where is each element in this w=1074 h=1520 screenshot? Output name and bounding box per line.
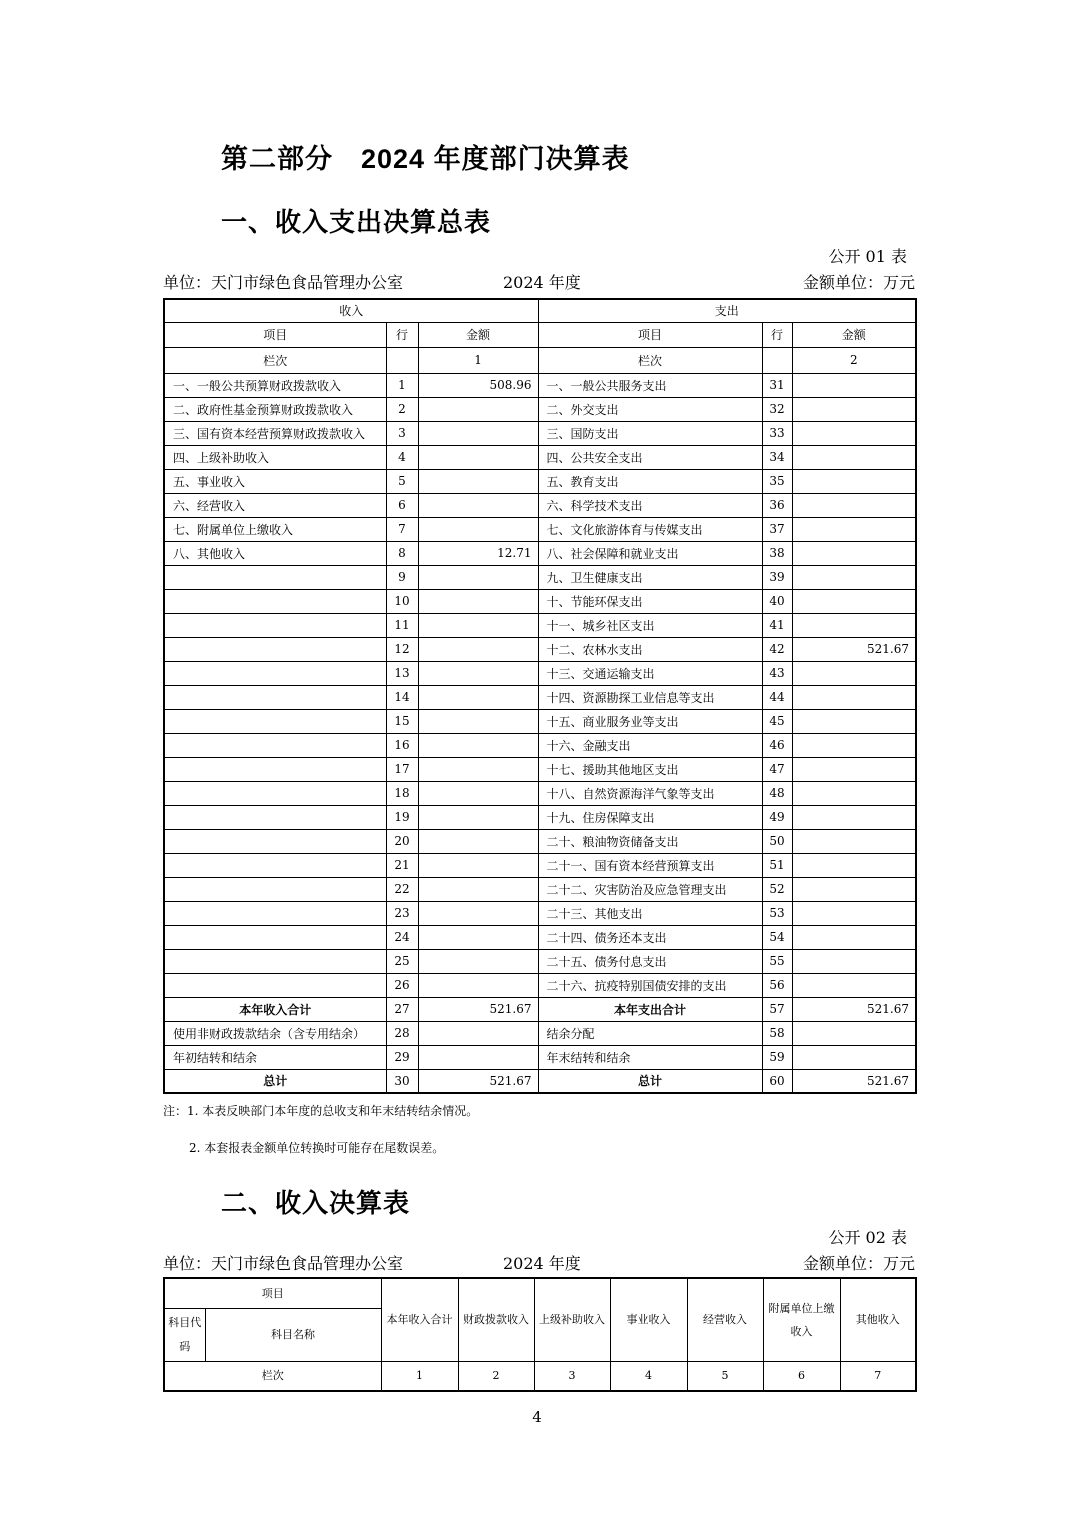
expense-item-header: 项目 [538, 322, 762, 347]
income-item-header: 项目 [164, 322, 386, 347]
summary-table-cell: 35 [762, 469, 792, 493]
summary-table-cell [164, 637, 386, 661]
summary-table-cell [418, 613, 538, 637]
summary-table-row [164, 973, 916, 997]
summary-table-body [164, 373, 916, 1093]
summary-table-cell: 十八、自然资源海洋气象等支出 [538, 781, 762, 805]
empty-cell [386, 347, 418, 373]
page-number: 4 [532, 1408, 542, 1426]
superior-subsidy-header: 上级补助收入 [534, 1278, 610, 1361]
expense-section-header: 支出 [538, 299, 916, 322]
expense-column-number: 2 [792, 347, 916, 373]
summary-table-cell: 59 [762, 1045, 792, 1069]
summary-table-cell: 三、国防支出 [538, 421, 762, 445]
summary-table-cell: 二十三、其他支出 [538, 901, 762, 925]
summary-table-cell: 1 [386, 373, 418, 397]
summary-table-cell: 15 [386, 709, 418, 733]
section2-meta-row [163, 1253, 915, 1274]
revenue-item-header: 项目 [164, 1278, 381, 1308]
summary-table-cell: 49 [762, 805, 792, 829]
summary-table-cell [792, 421, 916, 445]
summary-table-cell: 一、一般公共预算财政拨款收入 [164, 373, 386, 397]
summary-table-cell: 二十、粮油物资储备支出 [538, 829, 762, 853]
summary-table-cell: 27 [386, 997, 418, 1021]
summary-table-cell: 12 [386, 637, 418, 661]
summary-table-cell [418, 949, 538, 973]
summary-table-cell: 二十一、国有资本经营预算支出 [538, 853, 762, 877]
summary-table-cell: 13 [386, 661, 418, 685]
summary-table-cell [418, 781, 538, 805]
summary-table-cell: 6 [386, 493, 418, 517]
summary-table-cell [792, 445, 916, 469]
section1-amount-unit: 金额单位：万元 [802, 273, 915, 292]
summary-table-cell [418, 589, 538, 613]
summary-table-cell [792, 685, 916, 709]
summary-table-cell [418, 853, 538, 877]
summary-table-cell: 521.67 [792, 1069, 916, 1093]
section2-amount-unit: 金额单位：万元 [802, 1254, 915, 1273]
summary-table-cell: 32 [762, 397, 792, 421]
summary-table-cell [418, 421, 538, 445]
notes [163, 1103, 915, 1156]
summary-table-row [164, 1021, 916, 1045]
summary-table-cell: 十三、交通运输支出 [538, 661, 762, 685]
summary-table-cell [792, 805, 916, 829]
summary-table-cell: 七、文化旅游体育与传媒支出 [538, 517, 762, 541]
summary-table-row [164, 877, 916, 901]
summary-table-cell [792, 541, 916, 565]
summary-table-cell [792, 493, 916, 517]
column-number-1: 1 [381, 1361, 458, 1391]
section2-title: 二、收入决算表 [221, 1188, 411, 1218]
summary-table-cell: 46 [762, 733, 792, 757]
summary-table-cell: 33 [762, 421, 792, 445]
summary-table-cell [418, 661, 538, 685]
expense-column-label: 栏次 [538, 347, 762, 373]
summary-table-cell: 一、一般公共服务支出 [538, 373, 762, 397]
income-section-header: 收入 [164, 299, 538, 322]
summary-table-cell [418, 397, 538, 421]
summary-table-row [164, 565, 916, 589]
summary-table-cell: 48 [762, 781, 792, 805]
summary-table-cell: 五、事业收入 [164, 469, 386, 493]
summary-table-cell: 29 [386, 1045, 418, 1069]
column-number-6: 6 [763, 1361, 840, 1391]
summary-table-row [164, 421, 916, 445]
summary-table-cell: 四、上级补助收入 [164, 445, 386, 469]
summary-table-cell [792, 925, 916, 949]
summary-table-cell: 3 [386, 421, 418, 445]
summary-table-cell: 年初结转和结余 [164, 1045, 386, 1069]
note-2: 2. 本套报表金额单位转换时可能存在尾数误差。 [189, 1141, 445, 1155]
revenue-detail-table [163, 1277, 917, 1392]
summary-table-cell: 5 [386, 469, 418, 493]
summary-table-cell: 508.96 [418, 373, 538, 397]
summary-table-cell: 五、教育支出 [538, 469, 762, 493]
summary-table-cell [792, 1045, 916, 1069]
summary-table-row [164, 541, 916, 565]
summary-table-cell [164, 733, 386, 757]
summary-table-cell [164, 853, 386, 877]
summary-table-cell: 4 [386, 445, 418, 469]
summary-table-row [164, 757, 916, 781]
summary-table-cell [164, 901, 386, 925]
summary-table-cell: 521.67 [418, 997, 538, 1021]
summary-table-cell: 34 [762, 445, 792, 469]
summary-table-cell: 41 [762, 613, 792, 637]
revenue-total-header: 本年收入合计 [381, 1278, 458, 1361]
summary-table-cell: 12.71 [418, 541, 538, 565]
summary-table-cell: 45 [762, 709, 792, 733]
summary-table-cell: 53 [762, 901, 792, 925]
summary-table-row [164, 589, 916, 613]
summary-table-row [164, 373, 916, 397]
summary-table-cell: 24 [386, 925, 418, 949]
summary-table-cell: 30 [386, 1069, 418, 1093]
summary-table-cell [792, 853, 916, 877]
summary-table-cell [792, 781, 916, 805]
summary-table-cell: 十五、商业服务业等支出 [538, 709, 762, 733]
summary-header-row-3 [164, 347, 916, 373]
summary-table-cell [164, 757, 386, 781]
summary-table-cell: 十二、农林水支出 [538, 637, 762, 661]
revenue-header-row-1 [164, 1278, 916, 1308]
summary-table-cell: 57 [762, 997, 792, 1021]
summary-table-cell: 58 [762, 1021, 792, 1045]
column-number-2: 2 [458, 1361, 534, 1391]
summary-table-cell: 8 [386, 541, 418, 565]
summary-table-cell: 19 [386, 805, 418, 829]
summary-table-cell [418, 973, 538, 997]
summary-table-cell: 年末结转和结余 [538, 1045, 762, 1069]
summary-table-cell: 55 [762, 949, 792, 973]
summary-table-cell: 六、经营收入 [164, 493, 386, 517]
summary-table-cell [792, 949, 916, 973]
summary-table-cell: 50 [762, 829, 792, 853]
summary-table-cell: 二、政府性基金预算财政拨款收入 [164, 397, 386, 421]
summary-table-cell [164, 829, 386, 853]
summary-table-row [164, 805, 916, 829]
section1-table-label: 公开 01 表 [828, 247, 907, 266]
summary-table-row [164, 517, 916, 541]
summary-table-cell [792, 829, 916, 853]
summary-table-cell: 二十五、债务付息支出 [538, 949, 762, 973]
summary-table-cell [164, 709, 386, 733]
summary-table-cell: 结余分配 [538, 1021, 762, 1045]
summary-table-cell: 使用非财政拨款结余（含专用结余） [164, 1021, 386, 1045]
section1-title: 一、收入支出决算总表 [221, 207, 492, 237]
summary-table-cell: 六、科学技术支出 [538, 493, 762, 517]
summary-table-cell: 本年收入合计 [164, 997, 386, 1021]
summary-table-cell: 十六、金融支出 [538, 733, 762, 757]
summary-table-cell: 39 [762, 565, 792, 589]
subject-code-header: 科目代码 [164, 1308, 205, 1361]
affiliated-unit-header: 附属单位上缴收入 [763, 1278, 840, 1361]
summary-table-cell [418, 565, 538, 589]
summary-table-row [164, 661, 916, 685]
column-number-4: 4 [610, 1361, 687, 1391]
summary-table-row [164, 997, 916, 1021]
summary-table-cell [418, 1045, 538, 1069]
summary-table-cell [792, 877, 916, 901]
business-income-header: 事业收入 [610, 1278, 687, 1361]
section1-unit-name: 单位：天门市绿色食品管理办公室 [163, 273, 404, 292]
summary-table-cell [418, 901, 538, 925]
page-title: 第二部分 2024 年度部门决算表 [221, 144, 630, 174]
summary-table-cell: 23 [386, 901, 418, 925]
summary-table-cell [418, 445, 538, 469]
summary-table-cell: 二十四、债务还本支出 [538, 925, 762, 949]
summary-table-cell: 22 [386, 877, 418, 901]
summary-table-cell: 25 [386, 949, 418, 973]
expense-rowno-header: 行 [762, 322, 792, 347]
summary-table-cell: 52 [762, 877, 792, 901]
summary-table-cell: 21 [386, 853, 418, 877]
summary-table-row [164, 469, 916, 493]
summary-table-cell: 47 [762, 757, 792, 781]
summary-table-cell [164, 685, 386, 709]
summary-table-cell [792, 565, 916, 589]
summary-table-cell [792, 613, 916, 637]
summary-table-cell: 20 [386, 829, 418, 853]
summary-header-row-2 [164, 322, 916, 347]
page-content [163, 143, 915, 1392]
summary-table-row [164, 733, 916, 757]
summary-table-cell [792, 469, 916, 493]
summary-table-cell [164, 925, 386, 949]
summary-table-cell: 521.67 [792, 637, 916, 661]
summary-table-cell: 九、卫生健康支出 [538, 565, 762, 589]
income-rowno-header: 行 [386, 322, 418, 347]
summary-table-cell [164, 781, 386, 805]
summary-table-cell [418, 829, 538, 853]
note-1: 注：1. 本表反映部门本年度的总收支和年末结转结余情况。 [163, 1104, 479, 1118]
summary-table-row [164, 613, 916, 637]
summary-table-cell: 10 [386, 589, 418, 613]
summary-table-cell [792, 517, 916, 541]
section1-meta-row [163, 272, 915, 293]
summary-table-cell [418, 517, 538, 541]
summary-table-row [164, 493, 916, 517]
summary-table-cell [164, 565, 386, 589]
summary-table-cell: 51 [762, 853, 792, 877]
summary-table-cell: 三、国有资本经营预算财政拨款收入 [164, 421, 386, 445]
summary-table-row [164, 901, 916, 925]
summary-table-row [164, 397, 916, 421]
summary-table-cell: 16 [386, 733, 418, 757]
summary-table-cell [418, 757, 538, 781]
summary-table-row [164, 637, 916, 661]
summary-table-cell [792, 589, 916, 613]
income-column-number: 1 [418, 347, 538, 373]
summary-table-cell [418, 709, 538, 733]
summary-table-cell: 7 [386, 517, 418, 541]
summary-table-cell [792, 709, 916, 733]
income-column-label: 栏次 [164, 347, 386, 373]
summary-table-cell [418, 877, 538, 901]
summary-table-cell: 14 [386, 685, 418, 709]
summary-table-row [164, 949, 916, 973]
income-expense-summary-table [163, 298, 917, 1094]
summary-table-row [164, 829, 916, 853]
summary-table-cell: 43 [762, 661, 792, 685]
summary-table-cell [164, 973, 386, 997]
summary-table-row [164, 1069, 916, 1093]
summary-table-row [164, 781, 916, 805]
summary-table-cell: 28 [386, 1021, 418, 1045]
summary-table-cell [418, 685, 538, 709]
summary-table-cell [792, 373, 916, 397]
summary-table-row [164, 853, 916, 877]
summary-table-cell: 44 [762, 685, 792, 709]
summary-table-header [164, 299, 916, 373]
summary-table-cell [418, 805, 538, 829]
summary-table-row [164, 445, 916, 469]
summary-table-cell [164, 805, 386, 829]
summary-table-cell: 11 [386, 613, 418, 637]
summary-table-cell: 42 [762, 637, 792, 661]
summary-table-cell: 本年支出合计 [538, 997, 762, 1021]
summary-table-cell: 四、公共安全支出 [538, 445, 762, 469]
fiscal-appropriation-header: 财政拨款收入 [458, 1278, 534, 1361]
summary-table-cell: 26 [386, 973, 418, 997]
summary-table-cell: 38 [762, 541, 792, 565]
summary-table-cell: 二十二、灾害防治及应急管理支出 [538, 877, 762, 901]
summary-table-cell: 二十六、抗疫特别国债安排的支出 [538, 973, 762, 997]
summary-table-cell [792, 973, 916, 997]
summary-table-cell: 17 [386, 757, 418, 781]
summary-header-row-1 [164, 299, 916, 322]
summary-table-cell: 37 [762, 517, 792, 541]
summary-table-cell: 60 [762, 1069, 792, 1093]
summary-table-row [164, 685, 916, 709]
summary-table-cell: 40 [762, 589, 792, 613]
summary-table-cell [164, 613, 386, 637]
summary-table-cell [792, 661, 916, 685]
summary-table-row [164, 709, 916, 733]
summary-table-cell [418, 925, 538, 949]
summary-table-cell [792, 397, 916, 421]
summary-table-cell [792, 1021, 916, 1045]
summary-table-cell: 十、节能环保支出 [538, 589, 762, 613]
summary-table-cell [164, 877, 386, 901]
summary-table-row [164, 1045, 916, 1069]
summary-table-cell: 十四、资源勘探工业信息等支出 [538, 685, 762, 709]
column-number-3: 3 [534, 1361, 610, 1391]
operating-income-header: 经营收入 [687, 1278, 763, 1361]
summary-table-cell: 八、社会保障和就业支出 [538, 541, 762, 565]
summary-table-cell: 总计 [164, 1069, 386, 1093]
summary-table-cell: 9 [386, 565, 418, 589]
summary-table-cell: 十七、援助其他地区支出 [538, 757, 762, 781]
section2-table-label: 公开 02 表 [828, 1228, 907, 1247]
section1-fiscal-year: 2024 年度 [503, 273, 581, 292]
summary-table-cell: 31 [762, 373, 792, 397]
summary-table-cell: 二、外交支出 [538, 397, 762, 421]
summary-table-cell: 八、其他收入 [164, 541, 386, 565]
summary-table-cell [792, 757, 916, 781]
summary-table-cell [418, 469, 538, 493]
summary-table-cell: 十一、城乡社区支出 [538, 613, 762, 637]
summary-table-cell [164, 949, 386, 973]
summary-table-cell: 521.67 [792, 997, 916, 1021]
revenue-column-label: 栏次 [164, 1361, 381, 1391]
empty-cell [762, 347, 792, 373]
summary-table-cell [418, 493, 538, 517]
summary-table-cell: 18 [386, 781, 418, 805]
summary-table-row [164, 925, 916, 949]
column-number-5: 5 [687, 1361, 763, 1391]
summary-table-cell [164, 589, 386, 613]
summary-table-cell [418, 1021, 538, 1045]
summary-table-cell [418, 637, 538, 661]
revenue-header-row-3 [164, 1361, 916, 1391]
other-income-header: 其他收入 [840, 1278, 916, 1361]
summary-table-cell [792, 733, 916, 757]
summary-table-cell: 36 [762, 493, 792, 517]
expense-amount-header: 金额 [792, 322, 916, 347]
section2-unit-name: 单位：天门市绿色食品管理办公室 [163, 1254, 404, 1273]
summary-table-cell [418, 733, 538, 757]
summary-table-cell [792, 901, 916, 925]
subject-name-header: 科目名称 [205, 1308, 381, 1361]
summary-table-cell [164, 661, 386, 685]
summary-table-cell: 总计 [538, 1069, 762, 1093]
income-amount-header: 金额 [418, 322, 538, 347]
column-number-7: 7 [840, 1361, 916, 1391]
summary-table-cell: 2 [386, 397, 418, 421]
summary-table-cell: 十九、住房保障支出 [538, 805, 762, 829]
summary-table-cell: 七、附属单位上缴收入 [164, 517, 386, 541]
summary-table-cell: 56 [762, 973, 792, 997]
summary-table-cell: 521.67 [418, 1069, 538, 1093]
section2-fiscal-year: 2024 年度 [503, 1254, 581, 1273]
summary-table-cell: 54 [762, 925, 792, 949]
